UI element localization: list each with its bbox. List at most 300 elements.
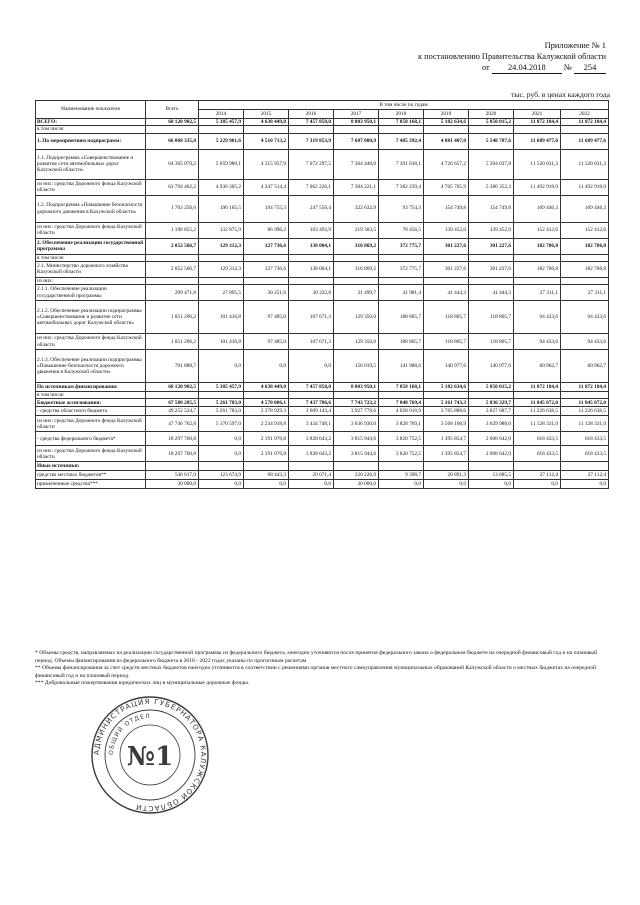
row-label: из них: средства Дорожного фонда Калужской области xyxy=(36,416,146,432)
cell-year-value: 11 492 918,9 xyxy=(514,179,561,195)
cell-year-value: 4 881 407,0 xyxy=(424,133,469,149)
cell-total: 67 580 285,5 xyxy=(146,399,199,407)
row-label: 2.1.1. Обеспечение реализации государственной программы xyxy=(36,285,146,301)
cell-year-value: 7 457 858,0 xyxy=(289,383,334,392)
cell-year-value: 5 261 783,0 xyxy=(199,399,244,407)
cell-year-value xyxy=(561,392,609,399)
cell-total: 2 052 566,7 xyxy=(146,238,199,254)
table-row xyxy=(36,334,609,350)
cell-total: 64 365 079,2 xyxy=(146,149,199,179)
cell-total: 1 198 855,2 xyxy=(146,222,199,238)
cell-year-value: 101 416,8 xyxy=(199,301,244,334)
cell-year-value: 118 805,7 xyxy=(469,301,514,334)
cell-total: 18 297 760,8 xyxy=(146,446,199,462)
cell-year-value: 5 385 457,9 xyxy=(199,383,244,392)
cell-year-value: 11 872 184,4 xyxy=(514,383,561,392)
cell-year-value: 123 674,9 xyxy=(199,471,244,480)
cell-year-value: 30 332,8 xyxy=(289,285,334,301)
cell-year-value: 20 071,4 xyxy=(289,471,334,480)
cell-total: 68 120 902,5 xyxy=(146,383,199,392)
header-year: 2015 xyxy=(244,110,289,119)
cell-year-value xyxy=(514,462,561,471)
cell-year-value: 7 858 168,1 xyxy=(379,119,424,126)
cell-year-value xyxy=(334,126,379,133)
cell-year-value: 140 977,6 xyxy=(424,350,469,383)
units-label: тыс. руб. в ценах каждого года xyxy=(511,90,610,99)
cell-year-value xyxy=(424,277,469,284)
cell-year-value: 139 452,0 xyxy=(469,222,514,238)
cell-year-value: 11 492 918,9 xyxy=(561,179,609,195)
cell-year-value: 0,0 xyxy=(244,480,289,489)
cell-year-value: 7 391 638,1 xyxy=(379,149,424,179)
cell-year-value: 618 433,5 xyxy=(561,432,609,446)
table-row xyxy=(36,383,609,392)
table-row xyxy=(36,399,609,407)
row-label: 1.2. Подпрограмма «Повышение безопасности дорожного движения в Калужской области» xyxy=(36,195,146,222)
cell-total xyxy=(146,277,199,284)
row-label: средства местных бюджетов** xyxy=(36,471,146,480)
cell-year-value: 86 996,2 xyxy=(244,222,289,238)
cell-year-value: 301 227,6 xyxy=(469,261,514,277)
cell-year-value: 4 726 657,2 xyxy=(424,149,469,179)
cell-total: 47 746 762,8 xyxy=(146,416,199,432)
cell-year-value xyxy=(561,254,609,261)
cell-year-value: 618 433,5 xyxy=(514,446,561,462)
cell-year-value xyxy=(334,392,379,399)
cell-year-value: 27 311,1 xyxy=(561,285,609,301)
cell-year-value: 5 182 634,6 xyxy=(424,383,469,392)
cell-total: 299 471,8 xyxy=(146,285,199,301)
cell-year-value xyxy=(199,254,244,261)
cell-year-value: 2 008 642,0 xyxy=(469,446,514,462)
cell-year-value: 169 446,3 xyxy=(561,195,609,222)
cell-year-value: 94 433,6 xyxy=(561,301,609,334)
table-row xyxy=(36,222,609,238)
cell-year-value: 5 170 597,0 xyxy=(199,416,244,432)
cell-year-value: 107 671,3 xyxy=(289,301,334,334)
row-label: - средства федерального бюджета* xyxy=(36,432,146,446)
cell-year-value: 3 827 687,7 xyxy=(469,407,514,416)
cell-year-value: 60 962,7 xyxy=(561,350,609,383)
row-label: из них: средства Дорожного фонда Калужской области xyxy=(36,222,146,238)
cell-year-value xyxy=(379,126,424,133)
cell-year-value xyxy=(199,392,244,399)
header-year: 2019 xyxy=(424,110,469,119)
cell-year-value: 101 416,8 xyxy=(199,334,244,350)
cell-year-value: 7 858 168,1 xyxy=(379,383,424,392)
cell-year-value: 129 312,3 xyxy=(199,261,244,277)
header-years-group: В том числе по годам xyxy=(199,101,609,110)
cell-year-value: 0,0 xyxy=(199,480,244,489)
cell-year-value: 11 689 477,6 xyxy=(561,133,609,149)
cell-year-value: 11 872 184,4 xyxy=(561,119,609,126)
cell-year-value: 41 444,3 xyxy=(424,285,469,301)
cell-year-value xyxy=(289,126,334,133)
cell-year-value: 154 749,8 xyxy=(469,195,514,222)
cell-year-value: 154 749,8 xyxy=(424,195,469,222)
cell-year-value xyxy=(379,254,424,261)
appendix-title: Приложение № 1 xyxy=(544,41,606,50)
cell-total: 18 297 760,8 xyxy=(146,432,199,446)
row-label: По источникам финансирования: xyxy=(36,383,146,392)
cell-year-value: 7 485 392,4 xyxy=(379,133,424,149)
cell-year-value: 2 234 918,8 xyxy=(244,416,289,432)
cell-year-value: 152 412,6 xyxy=(514,222,561,238)
table-row xyxy=(36,254,609,261)
cell-year-value: 372 775,7 xyxy=(379,261,424,277)
cell-year-value: 5 850 015,2 xyxy=(469,119,514,126)
cell-year-value: 618 433,5 xyxy=(514,432,561,446)
footnote-3: *** Добровольные пожертвования юридических лиц в муниципальные дорожные фонды. xyxy=(35,680,250,687)
footnote-2: ** Объемы финансирования за счет средств местных бюджетов ежегодно уточняются в соответствии с решениями органов местного самоуправления муниципальных образований Калужской области о местных бюджетах на очередной финансовый год и на плановый период. xyxy=(35,665,597,679)
document-header xyxy=(418,40,606,74)
cell-year-value: 97 485,0 xyxy=(244,301,289,334)
cell-year-value: 7 319 853,9 xyxy=(289,133,334,149)
cell-year-value: 2 378 929,3 xyxy=(244,407,289,416)
row-label: Бюджетные ассигнования: xyxy=(36,399,146,407)
cell-year-value xyxy=(424,392,469,399)
cell-year-value xyxy=(289,254,334,261)
cell-year-value: 30 000,0 xyxy=(334,480,379,489)
cell-year-value: 3 609 143,4 xyxy=(289,407,334,416)
table-row xyxy=(36,195,609,222)
svg-text:АДМИНИСТРАЦИЯ ГУБЕРНАТОРА КАЛУ: АДМИНИСТРАЦИЯ ГУБЕРНАТОРА КАЛУЖСКОЙ ОБЛАСТИ xyxy=(91,696,209,814)
cell-year-value: 11 226 638,5 xyxy=(514,407,561,416)
cell-total xyxy=(146,126,199,133)
table-row xyxy=(36,133,609,149)
cell-year-value: 11 128 331,0 xyxy=(514,416,561,432)
cell-year-value: 5 261 783,0 xyxy=(199,407,244,416)
cell-year-value: 7 382 239,4 xyxy=(379,179,424,195)
cell-year-value: 13 685,5 xyxy=(469,471,514,480)
cell-total: 1 703 256,6 xyxy=(146,195,199,222)
cell-year-value: 11 845 072,0 xyxy=(514,399,561,407)
cell-year-value: 94 433,6 xyxy=(561,334,609,350)
cell-year-value: 7 457 858,0 xyxy=(289,119,334,126)
cell-year-value: 41 981,4 xyxy=(379,285,424,301)
row-label: 2.1. Министерство дорожного хозяйства Калужской области xyxy=(36,261,146,277)
table-row xyxy=(36,446,609,462)
row-label: из них: средства Дорожного фонда Калужской области xyxy=(36,179,146,195)
table-row xyxy=(36,432,609,446)
table-row xyxy=(36,301,609,334)
table-row xyxy=(36,462,609,471)
cell-year-value: 301 227,6 xyxy=(424,238,469,254)
cell-year-value: 7 072 297,5 xyxy=(289,149,334,179)
cell-year-value xyxy=(424,462,469,471)
table-row xyxy=(36,149,609,179)
cell-year-value: 94 433,6 xyxy=(514,301,561,334)
header-year: 2017 xyxy=(334,110,379,119)
cell-year-value: 5 059 980,1 xyxy=(199,149,244,179)
cell-year-value: 41 444,3 xyxy=(469,285,514,301)
cell-year-value: 107 671,3 xyxy=(289,334,334,350)
cell-year-value: 182 706,8 xyxy=(514,238,561,254)
cell-year-value: 139 452,0 xyxy=(424,222,469,238)
cell-year-value: 4 638 449,8 xyxy=(244,119,289,126)
cell-year-value: 152 412,6 xyxy=(561,222,609,238)
cell-year-value: 0,0 xyxy=(244,350,289,383)
cell-year-value xyxy=(469,254,514,261)
resolution-date: 24.04.2018 xyxy=(492,62,562,74)
cell-year-value: 20 891,3 xyxy=(424,471,469,480)
row-label: 1. По мероприятиям подпрограмм: xyxy=(36,133,146,149)
row-label: 1.1. Подпрограмма «Совершенствование и развитие сети автомобильных дорог Калужской области» xyxy=(36,149,146,179)
cell-year-value: 94 433,6 xyxy=(514,334,561,350)
cell-total: 30 000,0 xyxy=(146,480,199,489)
cell-year-value: 5 161 743,3 xyxy=(424,399,469,407)
cell-year-value xyxy=(514,392,561,399)
cell-year-value: 7 743 723,2 xyxy=(334,399,379,407)
cell-year-value: 0,0 xyxy=(199,446,244,462)
cell-total: 63 794 462,2 xyxy=(146,179,199,195)
cell-year-value: 11 128 331,0 xyxy=(561,416,609,432)
cell-year-value: 93 754,3 xyxy=(379,195,424,222)
cell-year-value xyxy=(514,126,561,133)
header-year: 2018 xyxy=(379,110,424,119)
cell-year-value: 60 962,7 xyxy=(514,350,561,383)
table-row xyxy=(36,416,609,432)
cell-year-value: 0,0 xyxy=(514,480,561,489)
cell-total: 701 888,7 xyxy=(146,350,199,383)
resolution-number: 254 xyxy=(574,62,606,74)
table-row xyxy=(36,285,609,301)
svg-text:№1: №1 xyxy=(126,742,174,772)
cell-year-value: 3 820 752,5 xyxy=(379,446,424,462)
cell-year-value xyxy=(289,392,334,399)
cell-year-value: 103 493,9 xyxy=(289,222,334,238)
cell-year-value: 132 875,9 xyxy=(199,222,244,238)
cell-year-value: 196 165,5 xyxy=(199,195,244,222)
header-year: 2020 xyxy=(469,110,514,119)
cell-year-value: 8 003 950,1 xyxy=(334,383,379,392)
cell-year-value xyxy=(379,392,424,399)
cell-year-value: 182 706,8 xyxy=(561,261,609,277)
resolution-ref: к постановлению Правительства Калужской области xyxy=(417,52,606,61)
cell-year-value: 5 850 015,2 xyxy=(469,383,514,392)
cell-year-value: 3 828 643,2 xyxy=(289,446,334,462)
cell-year-value: 188 805,7 xyxy=(379,334,424,350)
cell-year-value xyxy=(334,254,379,261)
cell-year-value: 194 755,3 xyxy=(244,195,289,222)
cell-total: 1 051 206,2 xyxy=(146,334,199,350)
cell-year-value xyxy=(561,462,609,471)
cell-year-value: 141 988,6 xyxy=(379,350,424,383)
row-label: в том числе: xyxy=(36,254,146,261)
cell-year-value xyxy=(334,277,379,284)
cell-year-value: 301 227,6 xyxy=(469,238,514,254)
cell-year-value: 129 350,0 xyxy=(334,301,379,334)
cell-year-value: 3 568 168,9 xyxy=(424,416,469,432)
cell-year-value xyxy=(244,126,289,133)
cell-year-value: 127 736,6 xyxy=(244,238,289,254)
cell-year-value: 0,0 xyxy=(469,480,514,489)
cell-year-value: 372 775,7 xyxy=(379,238,424,254)
cell-year-value: 7 062 226,1 xyxy=(289,179,334,195)
cell-year-value: 2 008 642,0 xyxy=(469,432,514,446)
cell-year-value: 301 227,6 xyxy=(424,261,469,277)
cell-year-value xyxy=(469,126,514,133)
cell-year-value: 129 350,0 xyxy=(334,334,379,350)
cell-year-value: 2 191 076,8 xyxy=(244,432,289,446)
cell-year-value: 138 004,1 xyxy=(289,238,334,254)
cell-total: 2 052 566,7 xyxy=(146,261,199,277)
cell-year-value: 1 395 854,7 xyxy=(424,446,469,462)
cell-year-value: 68 443,3 xyxy=(244,471,289,480)
cell-year-value xyxy=(199,462,244,471)
cell-year-value: 0,0 xyxy=(561,480,609,489)
cell-year-value xyxy=(334,462,379,471)
cell-year-value: 316 869,2 xyxy=(334,261,379,277)
cell-year-value: 11 520 031,3 xyxy=(514,149,561,179)
cell-year-value xyxy=(244,392,289,399)
cell-year-value: 4 705 765,9 xyxy=(424,179,469,195)
cell-year-value: 322 632,9 xyxy=(334,195,379,222)
cell-year-value xyxy=(561,126,609,133)
table-row xyxy=(36,480,609,489)
cell-year-value xyxy=(199,126,244,133)
cell-year-value: 169 446,3 xyxy=(514,195,561,222)
cell-year-value: 5 385 457,9 xyxy=(199,119,244,126)
cell-year-value: 127 736,6 xyxy=(244,261,289,277)
cell-year-value: 9 398,7 xyxy=(379,471,424,480)
cell-year-value: 7 437 786,6 xyxy=(289,399,334,407)
footnotes xyxy=(35,650,610,688)
cell-year-value: 8 003 950,1 xyxy=(334,119,379,126)
footnote-1: * Объемы средств, направляемых на реализацию государственной программы из федерального бюджета, ежегодно уточняются после принятия федерального закона о федеральном бюджете на очередной финансовый год и на плановый период. Объемы финансирования из федерального бюджета в 2018 - 2022 годах указаны по прогнозным расчетам xyxy=(35,650,598,664)
cell-year-value: 3 927 778,6 xyxy=(334,407,379,416)
cell-year-value: 97 485,0 xyxy=(244,334,289,350)
table-row xyxy=(36,407,609,416)
row-label: из них: средства Дорожного фонда Калужской области xyxy=(36,446,146,462)
cell-year-value xyxy=(469,462,514,471)
table-row xyxy=(36,277,609,284)
table-row xyxy=(36,179,609,195)
cell-year-value: 27 895,5 xyxy=(199,285,244,301)
cell-year-value: 0,0 xyxy=(199,350,244,383)
header-year: 2014 xyxy=(199,110,244,119)
cell-year-value: 11 689 477,6 xyxy=(514,133,561,149)
table-row xyxy=(36,126,609,133)
cell-year-value: 0,0 xyxy=(379,480,424,489)
cell-year-value: 220 226,9 xyxy=(334,471,379,480)
cell-year-value xyxy=(424,254,469,261)
cell-year-value: 3 815 944,6 xyxy=(334,432,379,446)
cell-year-value: 247 556,4 xyxy=(289,195,334,222)
cell-year-value: 7 848 769,4 xyxy=(379,399,424,407)
cell-year-value: 4 936 305,2 xyxy=(199,179,244,195)
cell-year-value: 7 687 080,9 xyxy=(334,133,379,149)
row-label: Иные источники: xyxy=(36,462,146,471)
row-label: в том числе: xyxy=(36,392,146,399)
cell-year-value xyxy=(379,277,424,284)
header-year: 2021 xyxy=(514,110,561,119)
cell-year-value: 5 229 901,6 xyxy=(199,133,244,149)
cell-year-value xyxy=(424,126,469,133)
cell-year-value xyxy=(561,277,609,284)
cell-year-value: 5 380 352,3 xyxy=(469,179,514,195)
cell-year-value: 188 805,7 xyxy=(379,301,424,334)
cell-total xyxy=(146,254,199,261)
cell-year-value xyxy=(289,462,334,471)
cell-year-value: 4 570 006,1 xyxy=(244,399,289,407)
row-label: привлеченные средства*** xyxy=(36,480,146,489)
cell-year-value: 11 226 638,5 xyxy=(561,407,609,416)
cell-total: 49 252 524,7 xyxy=(146,407,199,416)
cell-year-value: 3 828 643,2 xyxy=(289,432,334,446)
table-row xyxy=(36,350,609,383)
cell-total: 66 068 335,8 xyxy=(146,133,199,149)
cell-year-value: 118 805,7 xyxy=(424,301,469,334)
cell-year-value: 3 434 748,1 xyxy=(289,416,334,432)
cell-year-value: 4 028 016,9 xyxy=(379,407,424,416)
cell-year-value: 2 191 076,8 xyxy=(244,446,289,462)
table-row xyxy=(36,119,609,126)
cell-year-value: 3 765 888,6 xyxy=(424,407,469,416)
cell-year-value: 4 315 957,9 xyxy=(244,149,289,179)
row-label: ВСЕГО: xyxy=(36,119,146,126)
cell-year-value: 11 520 031,3 xyxy=(561,149,609,179)
cell-total xyxy=(146,392,199,399)
cell-year-value xyxy=(514,277,561,284)
cell-year-value: 78 456,5 xyxy=(379,222,424,238)
header-total: Всего xyxy=(146,101,199,119)
cell-year-value: 3 815 944,6 xyxy=(334,446,379,462)
cell-year-value: 182 706,8 xyxy=(514,261,561,277)
row-label: из них: xyxy=(36,277,146,284)
funding-table xyxy=(35,100,609,489)
row-label: 2. Обеспечение реализации государственной программы xyxy=(36,238,146,254)
cell-total xyxy=(146,462,199,471)
cell-year-value xyxy=(244,277,289,284)
cell-year-value: 4 638 449,8 xyxy=(244,383,289,392)
cell-year-value xyxy=(379,462,424,471)
cell-year-value: 4 510 713,2 xyxy=(244,133,289,149)
cell-year-value: 4 247 514,4 xyxy=(244,179,289,195)
cell-total: 540 617,0 xyxy=(146,471,199,480)
cell-year-value: 11 872 184,4 xyxy=(561,383,609,392)
cell-year-value: 5 182 634,6 xyxy=(424,119,469,126)
cell-year-value: 30 251,6 xyxy=(244,285,289,301)
cell-year-value: 5 836 329,7 xyxy=(469,399,514,407)
cell-year-value: 118 805,7 xyxy=(469,334,514,350)
cell-year-value: 5 548 787,6 xyxy=(469,133,514,149)
cell-year-value xyxy=(469,392,514,399)
cell-year-value: 0,0 xyxy=(289,350,334,383)
cell-year-value: 31 499,7 xyxy=(334,285,379,301)
row-label: из них: средства Дорожного фонда Калужской области xyxy=(36,334,146,350)
cell-year-value xyxy=(469,277,514,284)
cell-year-value: 138 004,1 xyxy=(289,261,334,277)
cell-year-value: 0,0 xyxy=(289,480,334,489)
cell-year-value: 316 869,2 xyxy=(334,238,379,254)
row-label: - средства областного бюджета xyxy=(36,407,146,416)
cell-year-value: 140 977,6 xyxy=(469,350,514,383)
cell-year-value: 3 629 988,0 xyxy=(469,416,514,432)
cell-year-value: 27 112,4 xyxy=(514,471,561,480)
cell-year-value xyxy=(289,277,334,284)
cell-year-value: 219 303,5 xyxy=(334,222,379,238)
row-label: 2.1.3. Обеспечение реализации подпрограммы «Повышение безопасности дорожного движения в Калужской области» xyxy=(36,350,146,383)
cell-year-value: 7 304 221,1 xyxy=(334,179,379,195)
header-year: 2022 xyxy=(561,110,609,119)
cell-year-value: 3 636 930,0 xyxy=(334,416,379,432)
header-name: Наименование показателя xyxy=(36,101,146,119)
cell-year-value xyxy=(244,462,289,471)
table-row xyxy=(36,261,609,277)
official-seal-stamp xyxy=(88,693,212,817)
cell-year-value: 156 019,5 xyxy=(334,350,379,383)
